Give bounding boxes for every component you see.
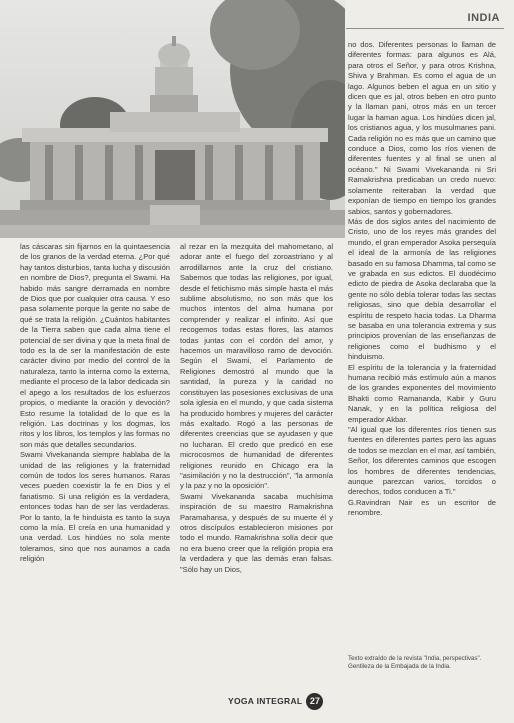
column-1 xyxy=(20,242,170,565)
paragraph: las cáscaras sin fijarnos en la quintaesencia de los granos de la verdad eterna. ¿Por qué hay tantos disturbios, tanta lucha y discusión en nombre de Dios?, pregunta el Swami. Ha habido más sangre derramada en nombre de Dios que por cualquier otra causa. Y eso pasa solamente porque la gente no sabe de qué se trata la religión. ¿Cuántos habitantes de la Tierra saben que cada alma tiene el potencial de ser divina y que la meta final de todo es la de ser la manifestación de este carácter divino por medio del control de la naturaleza, tanto la interna como la externa, mediante el proceso de la labor dedicada sin el apego a los resultados de los esfuerzos propios, o mediante la oración y devoción? Esto resume la totalidad de lo que es la religión. Las doctrinas y los dogmas, los ritos y los libros, los templos y las formas no son más que detalles secundarios. xyxy=(20,242,170,449)
paragraph: "Al igual que los diferentes ríos tienen sus fuentes en diferentes partes pero las aguas de todos se mezclan en el mar, así también, Señor, los diferentes caminos que escogen los hombres de diferentes tendencias, aunque parezcan varios, torcidos o derechos, todos conducen a Ti." xyxy=(348,425,496,497)
paragraph: al rezar en la mezquita del mahometano, al adorar ante el fuego del zoroastriano y al arrodillarnos ante la cruz del cristiano. Sabemos que todas las religiones, por igual, desde el fetichismo más simple hasta el más sublime absolutismo, no son más que los muchos intentos del alma humana por comprender y realizar el infinito. Así que recogemos todas estas flores, las atamos todas juntas con el cordón del amor, y hacemos un maravilloso ramo de devoción. Según el Swami, el Parlamento de Religiones demostró al mundo que la santidad, la pureza y la caridad no constituyen las posesiones exclusivas de una sola iglesia en el mundo, y que cada sistema ha producido hombres y mujeres del carácter más exaltado. Rogó a las personas de diferentes creencias que se ayudasen y que no lucharan. El credo que predicó en ese microcosmos de humanidad de diferentes religiones reunido en Chicago era la "asimilación y no la destrucción", "la armonía y la paz y no la oposición". xyxy=(180,242,333,491)
paragraph: Swami Vivekananda siempre hablaba de la unidad de las religiones y la fraternidad común de todos los seres humanos. Raras veces pueden coexistir la fe en Dios y el fanatismo. Si una religión es la verdadera, entonces todas han de ser las verdaderas. Por lo tanto, la fe hinduista es tanto la suya como la mía. El creía en una humanidad y una verdad. Los hindúes no sola mente toleramos, sino que nos aunamos a cada religión xyxy=(20,450,170,564)
temple-photo xyxy=(0,0,345,238)
header-rule xyxy=(346,28,504,29)
paragraph: Más de dos siglos antes del nacimiento de Cristo, uno de los reyes más grandes del mundo, el gran emperador Asoka persequía el ideal de la armonía de las religiones basado en su famosa Dhamma, tal como se ve grabada en sus edictos. El duodécimo edicto de piedra de Asoka declaraba que la gente no sólo debía tolerar todas las sectas religiosas, sino que debía desarrollar el espíritu de respeto hacia todas. La Dharma se basaba en una tolerancia extrema y sus principios provenían de las enseñanzas de religiones como el budhismo y el hinduismo. xyxy=(348,216,496,362)
temple-illustration xyxy=(0,0,345,238)
page-number: 27 xyxy=(306,693,323,710)
section-label: INDIA xyxy=(467,12,500,24)
magazine-name: YOGA INTEGRAL xyxy=(228,696,303,706)
paragraph: no dos. Diferentes personas lo llaman de diferentes formas: para algunos es Alá, para otros el Señor, y para otros Krishna, Shiva y Brahman. Es como el agua de un lago. Algunos beben el agua en un sitio y dicen que es jal, otros beben en otro punto y la llaman pani, otros más en un tercer lugar la haman agua. Los hindúes dicen jal, los cristianos agua, y los musulmanes pani. Cada religión no es más que un camino que conduce a Dios, como los ríos vienen de diferentes fuentes y al final se unen al océano." Ni Swami Vivekananda ni Sri Ramakrishna predicaban un credo nuevo: solamente reiteraban la verdad que exponían de tiempo en tiempo los grandes sabios, santos y gobernadores. xyxy=(348,40,496,216)
page-footer xyxy=(228,692,323,710)
source-caption: Texto extraído de la revista "India, perspectivas". Gentileza de la Embajada de la India. xyxy=(348,655,482,671)
paragraph: G.Ravindran Nair es un escritor de renombre. xyxy=(348,497,496,518)
column-3 xyxy=(348,40,496,519)
paragraph: Swami Vivekananda sacaba muchísima inspiración de su maestro Ramakrishna Paramahansa, y después de su muerte él y otros discípulos establecieron misiones por todo el mundo. Ramakrishna solía decir que no era bueno creer que la religión propia era la verdadera y que las demás eran falsas. "Sólo hay un Dios, xyxy=(180,491,333,574)
column-2 xyxy=(180,242,333,575)
paragraph: El espíritu de la tolerancia y la fraternidad humana recibió más estímulo aún a manos de los grandes exponentes del movimiento Bhakti como Ramananda, Kabir y Guru Nanak, y en la política religiosa del emperador Akbar. xyxy=(348,362,496,424)
